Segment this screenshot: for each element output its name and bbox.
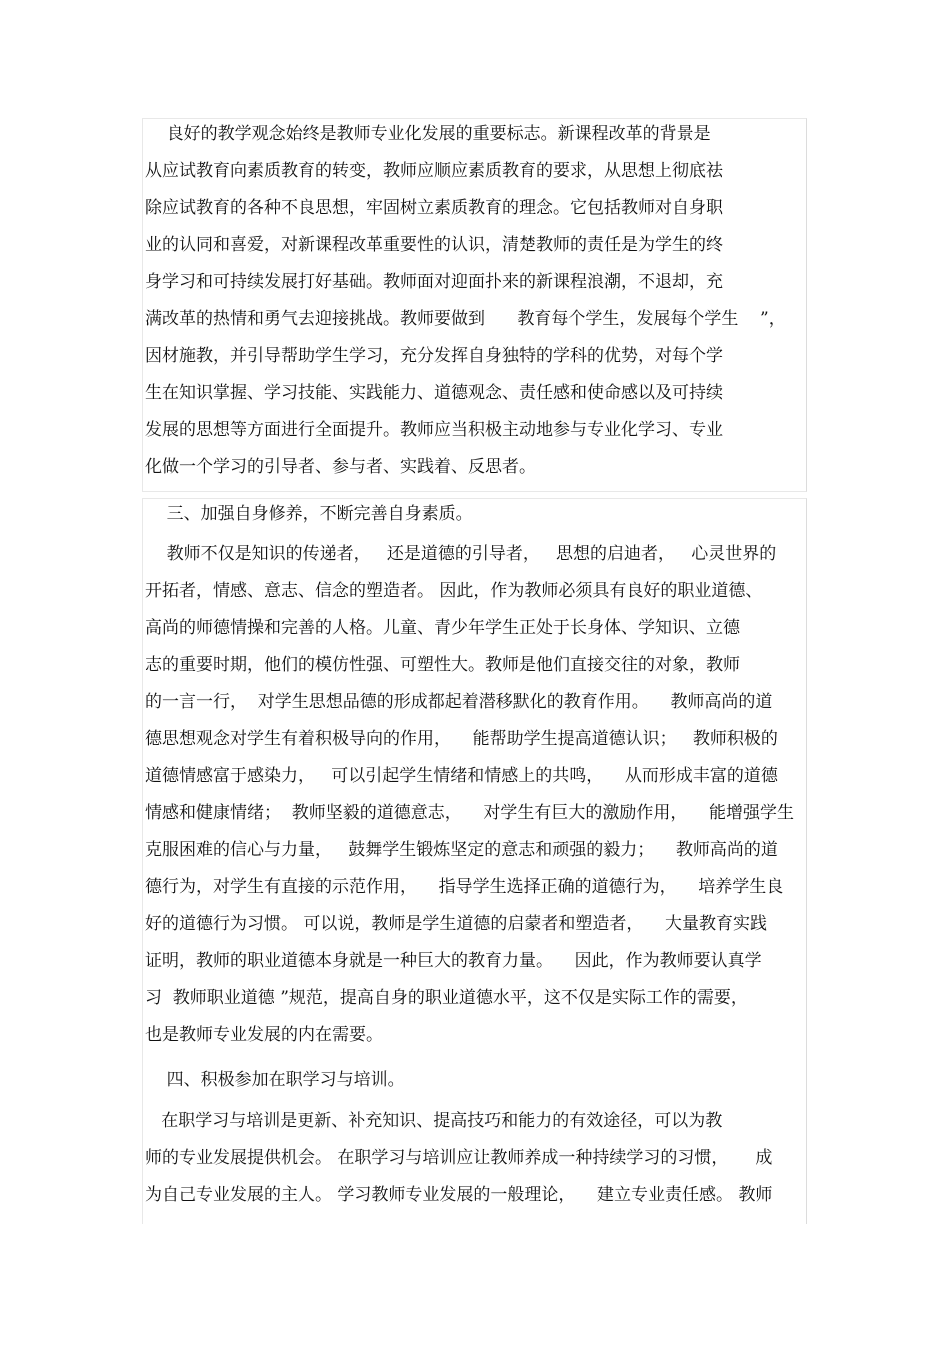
text-line: 的一言一行， 对学生思想品德的形成都起着潜移默化的教育作用。 教师高尚的道: [145, 692, 773, 712]
section-heading: 三、加强自身修养，不断完善自身素质。: [145, 504, 473, 524]
text-line: 情感和健康情绪； 教师坚毅的道德意志， 对学生有巨大的激励作用， 能增强学生: [145, 803, 795, 823]
text-line: 志的重要时期，他们的模仿性强、可塑性大。教师是他们直接交往的对象，教师: [145, 655, 740, 675]
text-line: 习 教师职业道德 ”规范，提高自身的职业道德水平，这不仅是实际工作的需要，: [145, 988, 748, 1008]
text-line: 良好的教学观念始终是教师专业化发展的重要标志。新课程改革的背景是: [145, 124, 711, 144]
text-line: 克服困难的信心与力量， 鼓舞学生锻炼坚定的意志和顽强的毅力； 教师高尚的道: [145, 840, 778, 860]
text-line: 身学习和可持续发展打好基础。教师面对迎面扑来的新课程浪潮，不退却，充: [145, 272, 723, 292]
text-line: 教师不仅是知识的传递者， 还是道德的引导者， 思想的启迪者， 心灵世界的: [145, 544, 777, 564]
text-line: 除应试教育的各种不良思想，牢固树立素质教育的理念。它包括教师对自身职: [145, 198, 723, 218]
text-line: 高尚的师德情操和完善的人格。儿童、青少年学生正处于长身体、学知识、立德: [145, 618, 740, 638]
text-line: 从应试教育向素质教育的转变，教师应顺应素质教育的要求，从思想上彻底祛: [145, 161, 723, 181]
text-line: 在职学习与培训是更新、补充知识、提高技巧和能力的有效途径，可以为教: [145, 1111, 723, 1131]
text-line: 证明，教师的职业道德本身就是一种巨大的教育力量。 因此，作为教师要认真学: [145, 951, 762, 971]
text-line: 好的道德行为习惯。 可以说，教师是学生道德的启蒙者和塑造者， 大量教育实践: [145, 914, 768, 934]
text-line: 德思想观念对学生有着积极导向的作用， 能帮助学生提高道德认识； 教师积极的: [145, 729, 778, 749]
text-line: 道德情感富于感染力， 可以引起学生情绪和情感上的共鸣， 从而形成丰富的道德: [145, 766, 778, 786]
section-heading: 四、积极参加在职学习与培训。: [145, 1070, 405, 1090]
text-line: 化做一个学习的引导者、参与者、实践着、反思者。: [145, 457, 536, 477]
text-line: 因材施教，并引导帮助学生学习，充分发挥自身独特的学科的优势，对每个学: [145, 346, 723, 366]
text-line: 生在知识掌握、学习技能、实践能力、道德观念、责任感和使命感以及可持续: [145, 383, 723, 403]
text-line: 为自己专业发展的主人。 学习教师专业发展的一般理论， 建立专业责任感。 教师: [145, 1185, 773, 1205]
text-line: 师的专业发展提供机会。 在职学习与培训应让教师养成一种持续学习的习惯， 成: [145, 1148, 773, 1168]
text-line: 发展的思想等方面进行全面提升。教师应当积极主动地参与专业化学习、专业: [145, 420, 723, 440]
text-line: 业的认同和喜爱，对新课程改革重要性的认识，清楚教师的责任是为学生的终: [145, 235, 723, 255]
text-line: 满改革的热情和勇气去迎接挑战。教师要做到 教育每个学生，发展每个学生 ”，: [145, 309, 786, 329]
text-line: 德行为，对学生有直接的示范作用， 指导学生选择正确的道德行为， 培养学生良: [145, 877, 784, 897]
text-line: 开拓者，情感、意志、信念的塑造者。 因此，作为教师必须具有良好的职业道德、: [145, 581, 763, 601]
text-line: 也是教师专业发展的内在需要。: [145, 1025, 383, 1045]
